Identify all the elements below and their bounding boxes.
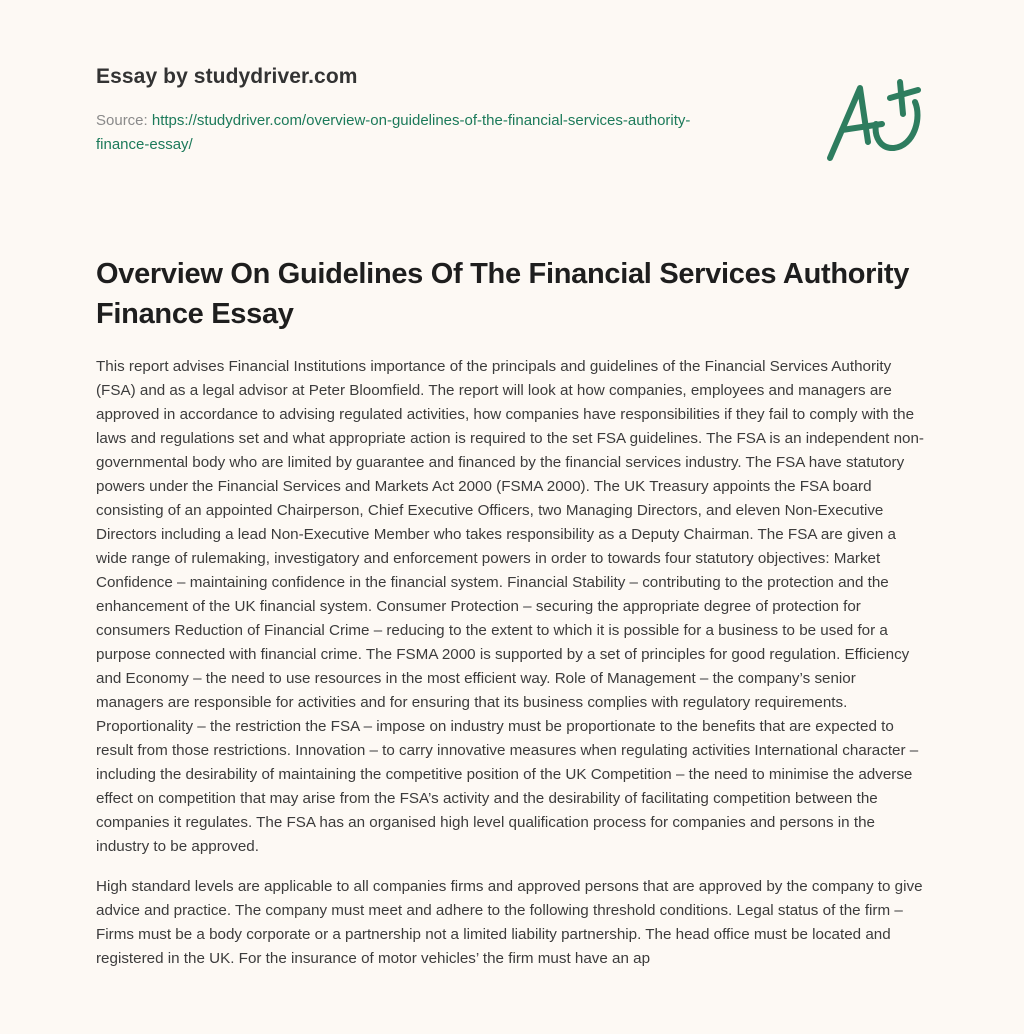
- article-title: Overview On Guidelines Of The Financial Services Authority Finance Essay: [96, 258, 910, 330]
- paragraph: This report advises Financial Institutions importance of the principals and guidelines of the Financial Services Authority (FSA) and as a legal advisor at Peter Bloomfield. The report will look at how companies, employees and managers are approved in accordance to advising regulated activities, how companies have responsibilities if they fail to comply with the laws and regulations set and what appropriate action is required to the set FSA guidelines. The FSA is an independent non-governmental body who are limited by guarantee and financed by the financial services industry. The FSA have statutory powers under the Financial Services and Markets Act 2000 (FSMA 2000). The UK Treasury appoints the FSA board consisting of an appointed Chairperson, Chief Executive Officers, two Managing Directors, and eleven Non-Executive Directors including a lead Non-Executive Member who takes responsibility as a Deputy Chairman. The FSA are given a wide range of rulemaking, investigatory and enforcement powers in order to towards four statutory objectives: Market Confidence – maintaining confidence in the financial system. Financial Stability – contributing to the protection and the enhancement of the UK financial system. Consumer Protection – securing the appropriate degree of protection for consumers Reduction of Financial Crime – reducing to the extent to which it is possible for a business to be used for a purpose connected with financial crime. The FSMA 2000 is supported by a set of principles for good regulation. Efficiency and Economy – the need to use resources in the most efficient way. Role of Management – the company’s senior managers are responsible for activities and for ensuring that its business complies with regulatory requirements. Proportionality – the restriction the FSA – impose on industry must be proportionate to the benefits that are expected to result from those restrictions. Innovation – to carry innovative measures when regulating activities International character – including the desirability of maintaining the competitive position of the UK Competition – the need to minimise the adverse effect on competition that may arise from the FSA’s activity and the desirability of facilitating competition between the companies it regulates. The FSA has an organised high level qualification process for companies and persons in the industry to be approved.: [96, 358, 924, 855]
- source-link[interactable]: https://studydriver.com/overview-on-guidelines-of-the-financial-services-authority-finance-essay/: [96, 112, 691, 153]
- a-plus-grade-icon: [822, 38, 932, 168]
- paragraph: High standard levels are applicable to all companies firms and approved persons that are approved by the company to give advice and practice. The company must meet and adhere to the following threshold conditions. Legal status of the firm – Firms must be a body corporate or a partnership not a limited liability partnership. The head office must be located and registered in the UK. For the insurance of motor vehicles’ the firm must have an ap: [96, 878, 923, 967]
- source-label: Source:: [96, 112, 152, 129]
- page-header: [96, 62, 736, 157]
- article-body: [96, 355, 926, 987]
- site-title: Essay by studydriver.com: [96, 65, 358, 88]
- source-line: [96, 109, 736, 157]
